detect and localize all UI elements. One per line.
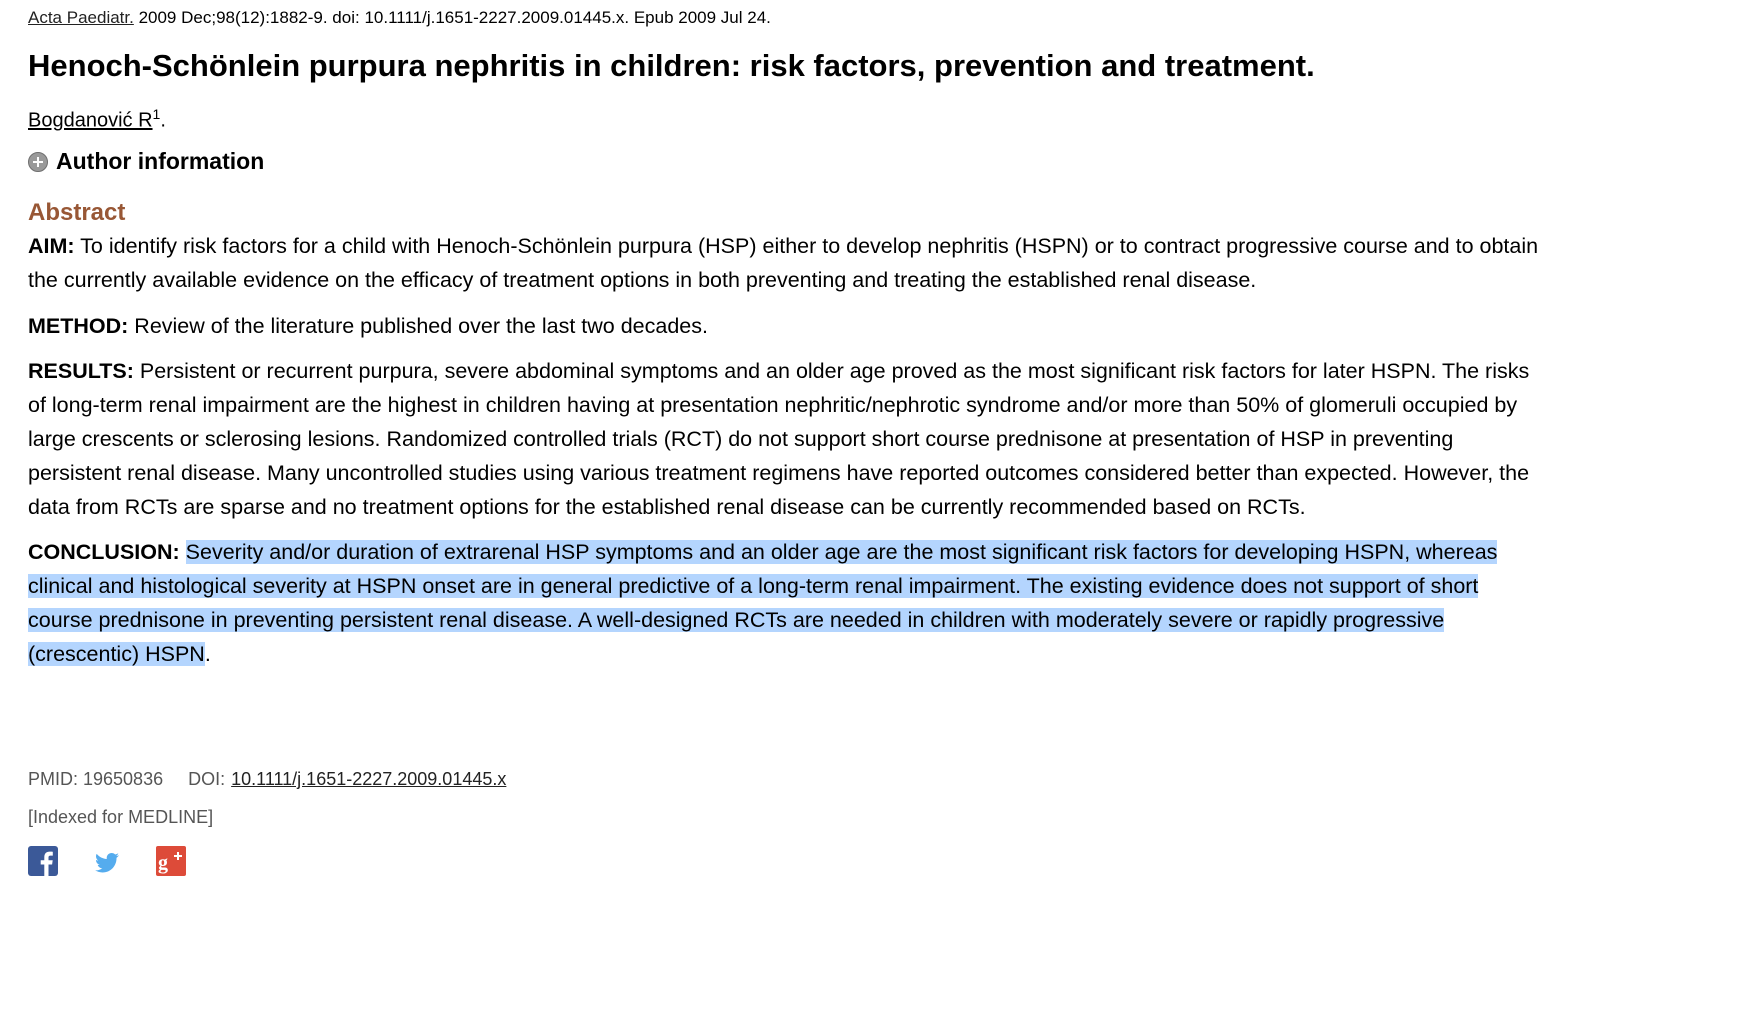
conclusion-trailing: . xyxy=(204,641,211,666)
article-title: Henoch-Schönlein purpura nephritis in children: risk factors, prevention and treatment. xyxy=(28,48,1315,83)
author-list xyxy=(28,101,166,134)
method-label: METHOD: xyxy=(28,313,129,338)
results-label: RESULTS: xyxy=(28,359,134,384)
abstract-results xyxy=(28,355,1543,524)
citation-details: 2009 Dec;98(12):1882-9. doi: 10.1111/j.1651-2227.2009.01445.x. Epub 2009 Jul 24. xyxy=(133,8,771,27)
indexing-status: [Indexed for MEDLINE] xyxy=(28,807,214,827)
twitter-icon[interactable] xyxy=(92,846,122,876)
abstract-heading: Abstract xyxy=(28,199,126,226)
conclusion-label: CONCLUSION: xyxy=(28,540,180,565)
abstract-text xyxy=(28,230,1543,684)
doi-link[interactable]: 10.1111/j.1651-2227.2009.01445.x xyxy=(231,769,507,789)
selected-text-highlight[interactable]: Severity and/or duration of extrarenal HSP symptoms and an older age are the most significant risk factors for developing HSPN, whereas clinical and histological severity at HSPN onset are in general predictive of a long-term renal impairment. The existing evidence does not support of short course prednisone in preventing persistent renal disease. A well-designed RCTs are needed in children with moderately severe or rapidly progressive (crescentic) HSPN xyxy=(28,540,1498,666)
abstract-conclusion xyxy=(28,536,1543,671)
pmid: PMID: 19650836 xyxy=(28,769,164,789)
author-list-trailing: . xyxy=(160,109,166,132)
aim-text: To identify risk factors for a child with Henoch-Schönlein purpura (HSP) either to develop nephritis (HSPN) or to contract progressive course and to obtain the currently available evidence on the efficacy of treatment options in both preventing and treating the established renal disease. xyxy=(28,234,1539,292)
results-text: Persistent or recurrent purpura, severe abdominal symptoms and an older age proved as the most significant risk factors for later HSPN. The risks of long-term renal impairment are the highest in children having at presentation nephritic/nephrotic syndrome and/or more than 50% of glomeruli occupied by large crescents or sclerosing lesions. Randomized controlled trials (RCT) do not support short course prednisone at presentation of HSP in preventing persistent renal disease. Many uncontrolled studies using various treatment regimens have reported outcomes considered better than expected. However, the data from RCTs are sparse and no treatment options for the established renal disease can be currently recommended based on RCTs. xyxy=(28,359,1530,519)
facebook-icon[interactable] xyxy=(28,846,58,876)
twitter-bird xyxy=(95,853,119,873)
abstract-aim xyxy=(28,230,1543,298)
conclusion-gap xyxy=(180,540,186,564)
google-plus-g-glyph: g xyxy=(158,852,168,874)
doi-label: DOI: xyxy=(188,769,226,789)
method-text: Review of the literature published over the last two decades. xyxy=(128,313,708,338)
aim-label: AIM: xyxy=(28,234,75,258)
citation-line xyxy=(28,8,771,28)
identifiers-line xyxy=(28,767,506,791)
author-information-label: Author information xyxy=(56,148,265,174)
abstract-method xyxy=(28,310,1543,344)
social-share-bar xyxy=(28,846,186,876)
journal-link[interactable]: Acta Paediatr. xyxy=(28,8,134,27)
author-link[interactable]: Bogdanović R xyxy=(28,109,153,132)
author-information-toggle[interactable] xyxy=(28,146,264,176)
google-plus-icon[interactable] xyxy=(156,846,186,876)
expand-plus-icon[interactable] xyxy=(28,152,48,172)
affiliation-superscript: 1 xyxy=(152,106,161,122)
